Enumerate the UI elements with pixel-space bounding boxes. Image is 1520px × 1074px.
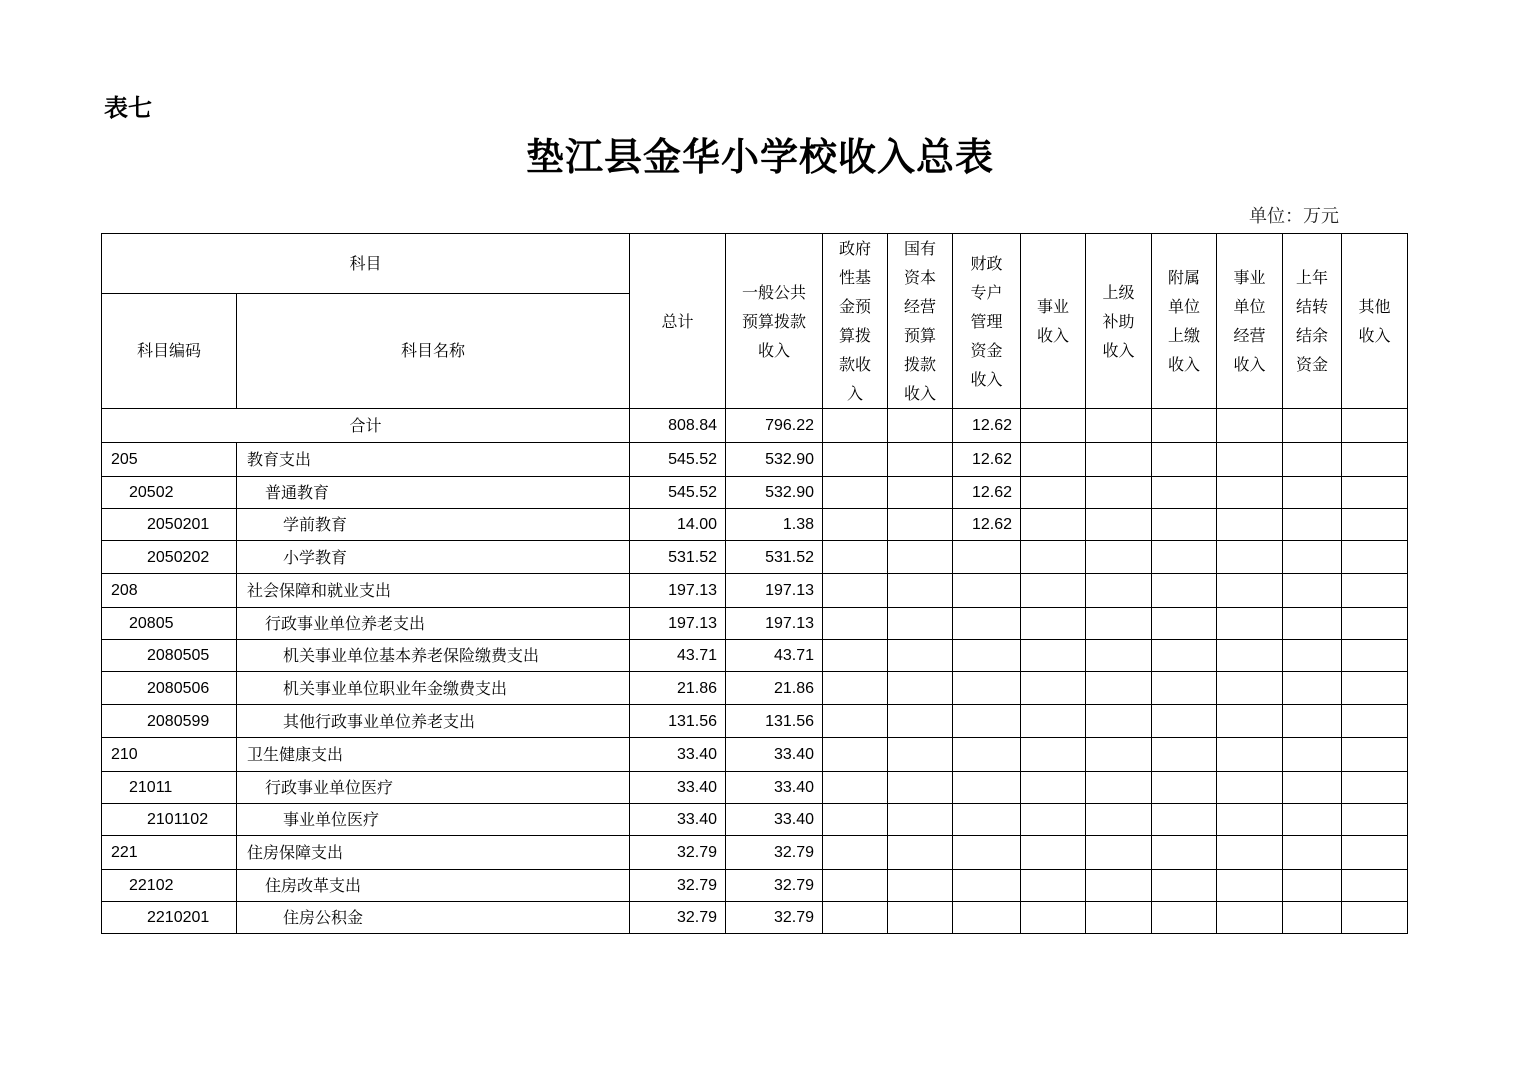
empty-cell — [1283, 772, 1342, 804]
total-cell: 32.79 — [630, 870, 726, 902]
empty-cell — [1217, 509, 1283, 541]
empty-cell — [823, 902, 888, 934]
empty-cell — [1283, 902, 1342, 934]
general-budget-cell: 32.79 — [726, 870, 823, 902]
subject-name-cell: 卫生健康支出 — [237, 738, 630, 772]
empty-cell — [823, 672, 888, 705]
total-cell: 32.79 — [630, 902, 726, 934]
header-subject: 科目 — [102, 234, 630, 294]
empty-cell — [1342, 870, 1408, 902]
subject-code-cell: 20502 — [102, 477, 237, 509]
empty-cell — [1342, 640, 1408, 672]
empty-cell — [823, 541, 888, 574]
empty-cell — [1342, 804, 1408, 836]
table-row — [102, 640, 1408, 672]
empty-cell — [1283, 541, 1342, 574]
empty-cell — [1283, 409, 1342, 443]
empty-cell — [1086, 672, 1152, 705]
empty-cell — [888, 738, 953, 772]
empty-cell — [1342, 608, 1408, 640]
empty-cell — [1021, 443, 1086, 477]
empty-cell — [1283, 509, 1342, 541]
header-business-operation-text: 事业单位经营收入 — [1233, 268, 1266, 374]
empty-cell — [1342, 409, 1408, 443]
empty-cell — [888, 836, 953, 870]
empty-cell — [1342, 672, 1408, 705]
header-superior-subsidy — [1086, 234, 1152, 409]
empty-cell — [1217, 640, 1283, 672]
empty-cell — [1152, 672, 1217, 705]
empty-cell — [1021, 836, 1086, 870]
table-row — [102, 541, 1408, 574]
header-general-budget — [726, 234, 823, 409]
empty-cell — [1217, 772, 1283, 804]
table-row — [102, 870, 1408, 902]
empty-cell — [1342, 738, 1408, 772]
fiscal-special-cell: 12.62 — [953, 477, 1021, 509]
empty-cell — [1086, 574, 1152, 608]
header-superior-subsidy-text: 上级补助收入 — [1102, 282, 1135, 360]
header-carryover — [1283, 234, 1342, 409]
header-other-text: 其他收入 — [1358, 297, 1391, 345]
empty-cell — [1217, 443, 1283, 477]
total-cell: 197.13 — [630, 608, 726, 640]
header-code: 科目编码 — [102, 293, 237, 408]
empty-cell — [1086, 608, 1152, 640]
fiscal-special-cell: 12.62 — [953, 509, 1021, 541]
header-other — [1342, 234, 1408, 409]
general-budget-cell: 531.52 — [726, 541, 823, 574]
header-affiliated — [1152, 234, 1217, 409]
general-budget-cell: 1.38 — [726, 509, 823, 541]
empty-cell — [1021, 672, 1086, 705]
income-summary-table — [101, 233, 1408, 934]
empty-cell — [1152, 608, 1217, 640]
table-row — [102, 477, 1408, 509]
subject-code-cell: 20805 — [102, 608, 237, 640]
subject-name-cell: 学前教育 — [237, 509, 630, 541]
subject-code-cell: 2080505 — [102, 640, 237, 672]
fiscal-special-cell — [953, 608, 1021, 640]
general-budget-cell: 33.40 — [726, 804, 823, 836]
empty-cell — [1342, 541, 1408, 574]
empty-cell — [823, 409, 888, 443]
empty-cell — [888, 477, 953, 509]
empty-cell — [1217, 477, 1283, 509]
empty-cell — [823, 836, 888, 870]
empty-cell — [1152, 640, 1217, 672]
empty-cell — [1342, 509, 1408, 541]
subject-name-cell: 住房改革支出 — [237, 870, 630, 902]
table-row — [102, 902, 1408, 934]
subject-code-cell: 2080599 — [102, 705, 237, 738]
empty-cell — [1217, 738, 1283, 772]
empty-cell — [1152, 738, 1217, 772]
general-budget-cell: 197.13 — [726, 574, 823, 608]
empty-cell — [823, 804, 888, 836]
fiscal-special-cell — [953, 870, 1021, 902]
empty-cell — [1086, 477, 1152, 509]
empty-cell — [1086, 409, 1152, 443]
empty-cell — [1283, 574, 1342, 608]
empty-cell — [1152, 902, 1217, 934]
table-row — [102, 705, 1408, 738]
empty-cell — [1152, 870, 1217, 902]
empty-cell — [888, 772, 953, 804]
fiscal-special-cell — [953, 804, 1021, 836]
total-cell: 43.71 — [630, 640, 726, 672]
header-state-capital — [888, 234, 953, 409]
empty-cell — [888, 640, 953, 672]
empty-cell — [823, 509, 888, 541]
subject-code-cell: 22102 — [102, 870, 237, 902]
empty-cell — [1342, 477, 1408, 509]
empty-cell — [1342, 772, 1408, 804]
empty-cell — [888, 509, 953, 541]
empty-cell — [1086, 509, 1152, 541]
fiscal-special-cell — [953, 541, 1021, 574]
empty-cell — [1152, 804, 1217, 836]
empty-cell — [1086, 541, 1152, 574]
fiscal-special-cell — [953, 705, 1021, 738]
total-label: 合计 — [102, 409, 630, 443]
subject-code-cell: 2050201 — [102, 509, 237, 541]
total-cell: 21.86 — [630, 672, 726, 705]
empty-cell — [1021, 409, 1086, 443]
empty-cell — [1021, 541, 1086, 574]
empty-cell — [1283, 870, 1342, 902]
header-name: 科目名称 — [237, 293, 630, 408]
empty-cell — [1086, 902, 1152, 934]
empty-cell — [823, 574, 888, 608]
fiscal-special-cell — [953, 738, 1021, 772]
empty-cell — [1283, 738, 1342, 772]
empty-cell — [1283, 477, 1342, 509]
total-cell: 131.56 — [630, 705, 726, 738]
empty-cell — [1152, 772, 1217, 804]
subject-name-cell: 住房公积金 — [237, 902, 630, 934]
header-gov-fund-text: 政府性基金预算拨款收入 — [839, 239, 872, 403]
fiscal-special-cell — [953, 672, 1021, 705]
table-row — [102, 804, 1408, 836]
page-title: 垫江县金华小学校收入总表 — [525, 134, 994, 179]
total-cell: 33.40 — [630, 738, 726, 772]
general-budget-cell: 33.40 — [726, 772, 823, 804]
table-row — [102, 574, 1408, 608]
subject-code-cell: 2210201 — [102, 902, 237, 934]
subject-name-cell: 普通教育 — [237, 477, 630, 509]
subject-name-cell: 住房保障支出 — [237, 836, 630, 870]
empty-cell — [1021, 608, 1086, 640]
empty-cell — [888, 804, 953, 836]
empty-cell — [823, 640, 888, 672]
subject-name-cell: 行政事业单位医疗 — [237, 772, 630, 804]
table-label: 表七 — [104, 94, 152, 122]
empty-cell — [823, 738, 888, 772]
general-budget-cell: 32.79 — [726, 902, 823, 934]
empty-cell — [1217, 836, 1283, 870]
general-budget-cell: 532.90 — [726, 443, 823, 477]
empty-cell — [1086, 738, 1152, 772]
table-row — [102, 608, 1408, 640]
empty-cell — [1021, 477, 1086, 509]
header-business-text: 事业收入 — [1037, 297, 1070, 345]
subject-code-cell: 2050202 — [102, 541, 237, 574]
empty-cell — [1086, 870, 1152, 902]
empty-cell — [1086, 772, 1152, 804]
header-affiliated-text: 附属单位上缴收入 — [1168, 268, 1201, 374]
header-state-capital-text: 国有资本经营预算拨款收入 — [904, 239, 937, 403]
table-row — [102, 738, 1408, 772]
fiscal-special-cell — [953, 772, 1021, 804]
empty-cell — [1021, 705, 1086, 738]
empty-cell — [1152, 836, 1217, 870]
empty-cell — [1152, 443, 1217, 477]
empty-cell — [888, 608, 953, 640]
total-total: 808.84 — [630, 409, 726, 443]
header-business-operation — [1217, 234, 1283, 409]
empty-cell — [1086, 640, 1152, 672]
empty-cell — [1021, 804, 1086, 836]
subject-code-cell: 21011 — [102, 772, 237, 804]
total-fiscal-special: 12.62 — [953, 409, 1021, 443]
empty-cell — [1217, 804, 1283, 836]
empty-cell — [1342, 443, 1408, 477]
table-row — [102, 509, 1408, 541]
empty-cell — [1086, 836, 1152, 870]
empty-cell — [823, 870, 888, 902]
empty-cell — [1342, 574, 1408, 608]
total-cell: 33.40 — [630, 804, 726, 836]
fiscal-special-cell: 12.62 — [953, 443, 1021, 477]
header-total: 总计 — [630, 234, 726, 409]
empty-cell — [1283, 836, 1342, 870]
empty-cell — [1217, 608, 1283, 640]
empty-cell — [888, 672, 953, 705]
table-row — [102, 672, 1408, 705]
empty-cell — [1021, 772, 1086, 804]
total-cell: 197.13 — [630, 574, 726, 608]
subject-code-cell: 221 — [102, 836, 237, 870]
general-budget-cell: 32.79 — [726, 836, 823, 870]
empty-cell — [1283, 804, 1342, 836]
subject-name-cell: 机关事业单位基本养老保险缴费支出 — [237, 640, 630, 672]
empty-cell — [1152, 574, 1217, 608]
header-gov-fund — [823, 234, 888, 409]
fiscal-special-cell — [953, 640, 1021, 672]
empty-cell — [823, 477, 888, 509]
subject-code-cell: 208 — [102, 574, 237, 608]
empty-cell — [1021, 870, 1086, 902]
table-row — [102, 772, 1408, 804]
empty-cell — [1086, 804, 1152, 836]
empty-cell — [1021, 509, 1086, 541]
subject-code-cell: 2080506 — [102, 672, 237, 705]
header-fiscal-special — [953, 234, 1021, 409]
total-cell: 33.40 — [630, 772, 726, 804]
total-cell: 531.52 — [630, 541, 726, 574]
empty-cell — [1152, 705, 1217, 738]
empty-cell — [1217, 902, 1283, 934]
empty-cell — [888, 409, 953, 443]
header-fiscal-special-text: 财政专户管理资金收入 — [970, 253, 1003, 389]
subject-code-cell: 210 — [102, 738, 237, 772]
total-general-budget: 796.22 — [726, 409, 823, 443]
table-row — [102, 836, 1408, 870]
empty-cell — [1283, 640, 1342, 672]
empty-cell — [1283, 672, 1342, 705]
empty-cell — [888, 443, 953, 477]
empty-cell — [1021, 574, 1086, 608]
empty-cell — [1021, 902, 1086, 934]
empty-cell — [1217, 705, 1283, 738]
empty-cell — [1217, 409, 1283, 443]
subject-name-cell: 社会保障和就业支出 — [237, 574, 630, 608]
fiscal-special-cell — [953, 836, 1021, 870]
general-budget-cell: 197.13 — [726, 608, 823, 640]
subject-name-cell: 小学教育 — [237, 541, 630, 574]
empty-cell — [1021, 640, 1086, 672]
subject-name-cell: 其他行政事业单位养老支出 — [237, 705, 630, 738]
subject-name-cell: 教育支出 — [237, 443, 630, 477]
general-budget-cell: 21.86 — [726, 672, 823, 705]
empty-cell — [823, 443, 888, 477]
empty-cell — [1152, 509, 1217, 541]
general-budget-cell: 532.90 — [726, 477, 823, 509]
empty-cell — [1086, 705, 1152, 738]
empty-cell — [888, 541, 953, 574]
empty-cell — [1342, 705, 1408, 738]
empty-cell — [1152, 477, 1217, 509]
general-budget-cell: 33.40 — [726, 738, 823, 772]
total-row — [102, 409, 1408, 443]
subject-code-cell: 2101102 — [102, 804, 237, 836]
subject-name-cell: 行政事业单位养老支出 — [237, 608, 630, 640]
empty-cell — [888, 574, 953, 608]
empty-cell — [1342, 902, 1408, 934]
total-cell: 545.52 — [630, 443, 726, 477]
empty-cell — [1283, 443, 1342, 477]
subject-code-cell: 205 — [102, 443, 237, 477]
empty-cell — [1217, 870, 1283, 902]
unit-label: 单位：万元 — [1249, 206, 1339, 227]
total-cell: 32.79 — [630, 836, 726, 870]
empty-cell — [823, 772, 888, 804]
empty-cell — [1217, 541, 1283, 574]
empty-cell — [1217, 574, 1283, 608]
empty-cell — [888, 870, 953, 902]
general-budget-cell: 131.56 — [726, 705, 823, 738]
table-row — [102, 443, 1408, 477]
empty-cell — [1283, 608, 1342, 640]
fiscal-special-cell — [953, 574, 1021, 608]
subject-name-cell: 事业单位医疗 — [237, 804, 630, 836]
header-business — [1021, 234, 1086, 409]
empty-cell — [1152, 409, 1217, 443]
empty-cell — [1342, 836, 1408, 870]
total-cell: 14.00 — [630, 509, 726, 541]
empty-cell — [823, 705, 888, 738]
header-carryover-text: 上年结转结余资金 — [1296, 268, 1329, 374]
header-general-budget-text: 一般公共预算拨款收入 — [742, 282, 807, 360]
fiscal-special-cell — [953, 902, 1021, 934]
empty-cell — [1217, 672, 1283, 705]
empty-cell — [823, 608, 888, 640]
empty-cell — [888, 902, 953, 934]
total-cell: 545.52 — [630, 477, 726, 509]
empty-cell — [1283, 705, 1342, 738]
empty-cell — [1021, 738, 1086, 772]
general-budget-cell: 43.71 — [726, 640, 823, 672]
empty-cell — [888, 705, 953, 738]
empty-cell — [1152, 541, 1217, 574]
empty-cell — [1086, 443, 1152, 477]
subject-name-cell: 机关事业单位职业年金缴费支出 — [237, 672, 630, 705]
